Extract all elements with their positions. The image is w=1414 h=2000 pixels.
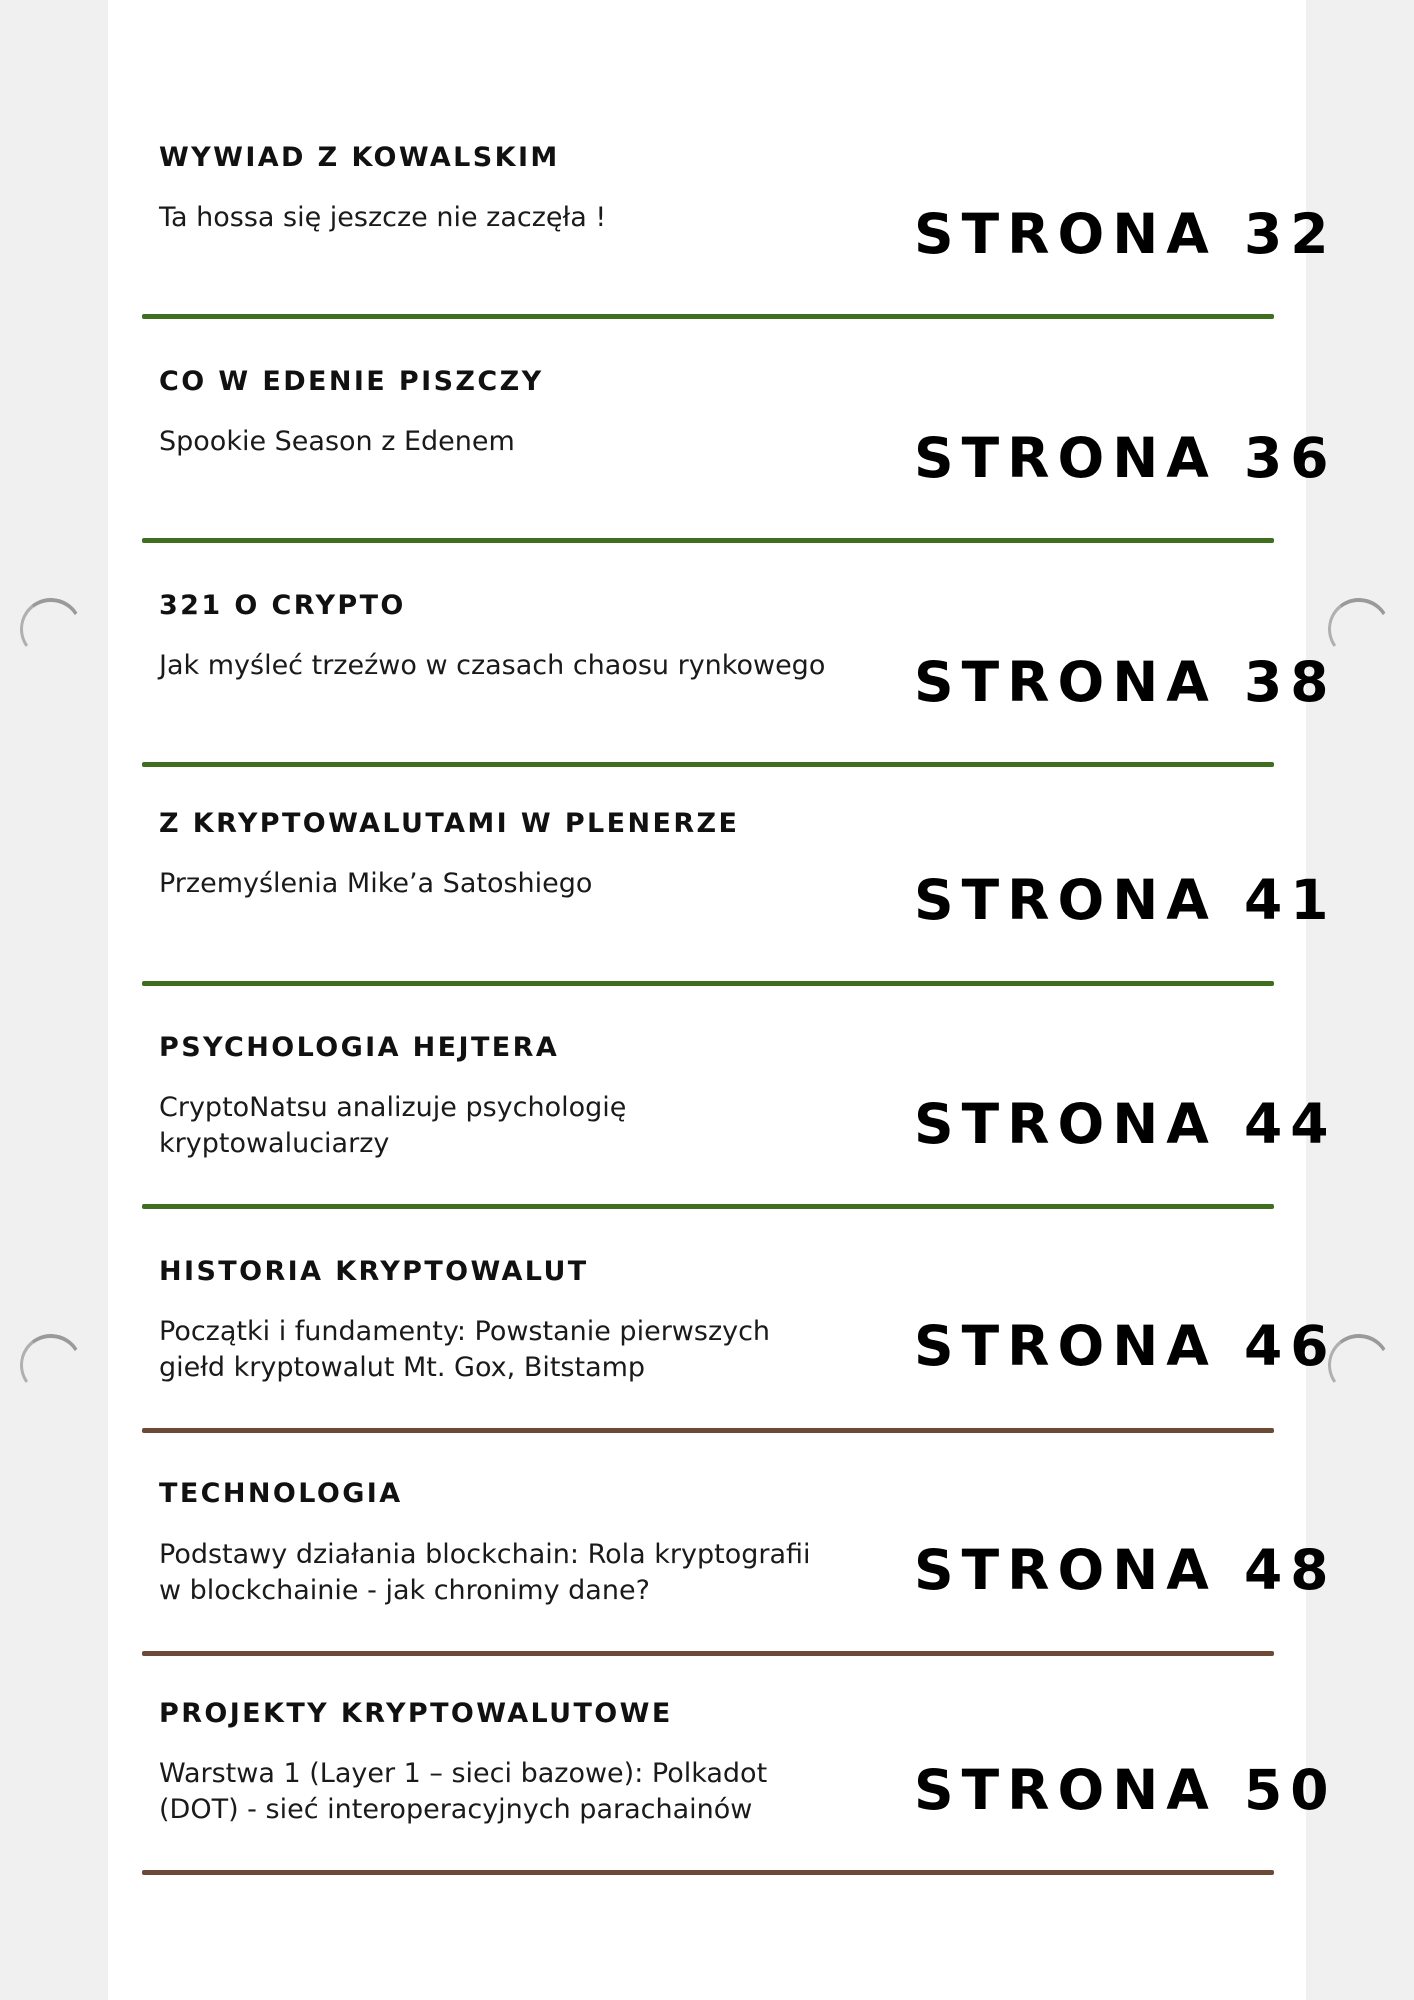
toc-category: PROJEKTY KRYPTOWALUTOWE: [159, 1698, 673, 1729]
table-of-contents-page: [108, 0, 1337, 2000]
toc-subtitle: Podstawy działania blockchain: Rola kryptografii w blockchainie - jak chronimy dane?: [159, 1539, 811, 1606]
toc-page-number: STRONA 44: [914, 1092, 1337, 1156]
toc-page-number: STRONA 41: [914, 868, 1337, 932]
toc-category: HISTORIA KRYPTOWALUT: [159, 1256, 589, 1287]
toc-subtitle: Warstwa 1 (Layer 1 – sieci bazowe): Polkadot (DOT) - sieć interoperacyjnych parachainów: [159, 1758, 768, 1825]
toc-subtitle: CryptoNatsu analizuje psychologię kryptowaluciarzy: [159, 1092, 627, 1159]
section-divider: [142, 538, 1274, 543]
toc-subtitle: Jak myśleć trzeźwo w czasach chaosu rynkowego: [159, 650, 826, 681]
toc-page-number: STRONA 32: [914, 202, 1337, 266]
toc-page-number: STRONA 48: [914, 1538, 1337, 1602]
toc-subtitle: Ta hossa się jeszcze nie zaczęła !: [159, 202, 607, 233]
binder-hole-icon: [15, 593, 87, 665]
section-divider: [142, 1428, 1274, 1433]
toc-page-number: STRONA 38: [914, 650, 1337, 714]
toc-subtitle: Początki i fundamenty: Powstanie pierwszych giełd kryptowalut Mt. Gox, Bitstamp: [159, 1316, 771, 1383]
toc-page-number: STRONA 50: [914, 1758, 1337, 1822]
toc-page-number: STRONA 46: [914, 1314, 1337, 1378]
toc-subtitle: Przemyślenia Mike’a Satoshiego: [159, 868, 593, 899]
binder-hole-icon: [15, 1329, 87, 1401]
toc-category: 321 O CRYPTO: [159, 590, 406, 621]
section-divider: [142, 1651, 1274, 1656]
section-divider: [142, 314, 1274, 319]
toc-category: Z KRYPTOWALUTAMI W PLENERZE: [159, 808, 740, 839]
section-divider: [142, 762, 1274, 767]
toc-category: PSYCHOLOGIA HEJTERA: [159, 1032, 560, 1063]
toc-page-number: STRONA 36: [914, 426, 1337, 490]
toc-subtitle: Spookie Season z Edenem: [159, 426, 515, 457]
toc-category: TECHNOLOGIA: [159, 1478, 403, 1509]
toc-category: WYWIAD Z KOWALSKIM: [159, 142, 560, 173]
section-divider: [142, 1870, 1274, 1875]
toc-category: CO W EDENIE PISZCZY: [159, 366, 544, 397]
section-divider: [142, 981, 1274, 986]
section-divider: [142, 1204, 1274, 1209]
